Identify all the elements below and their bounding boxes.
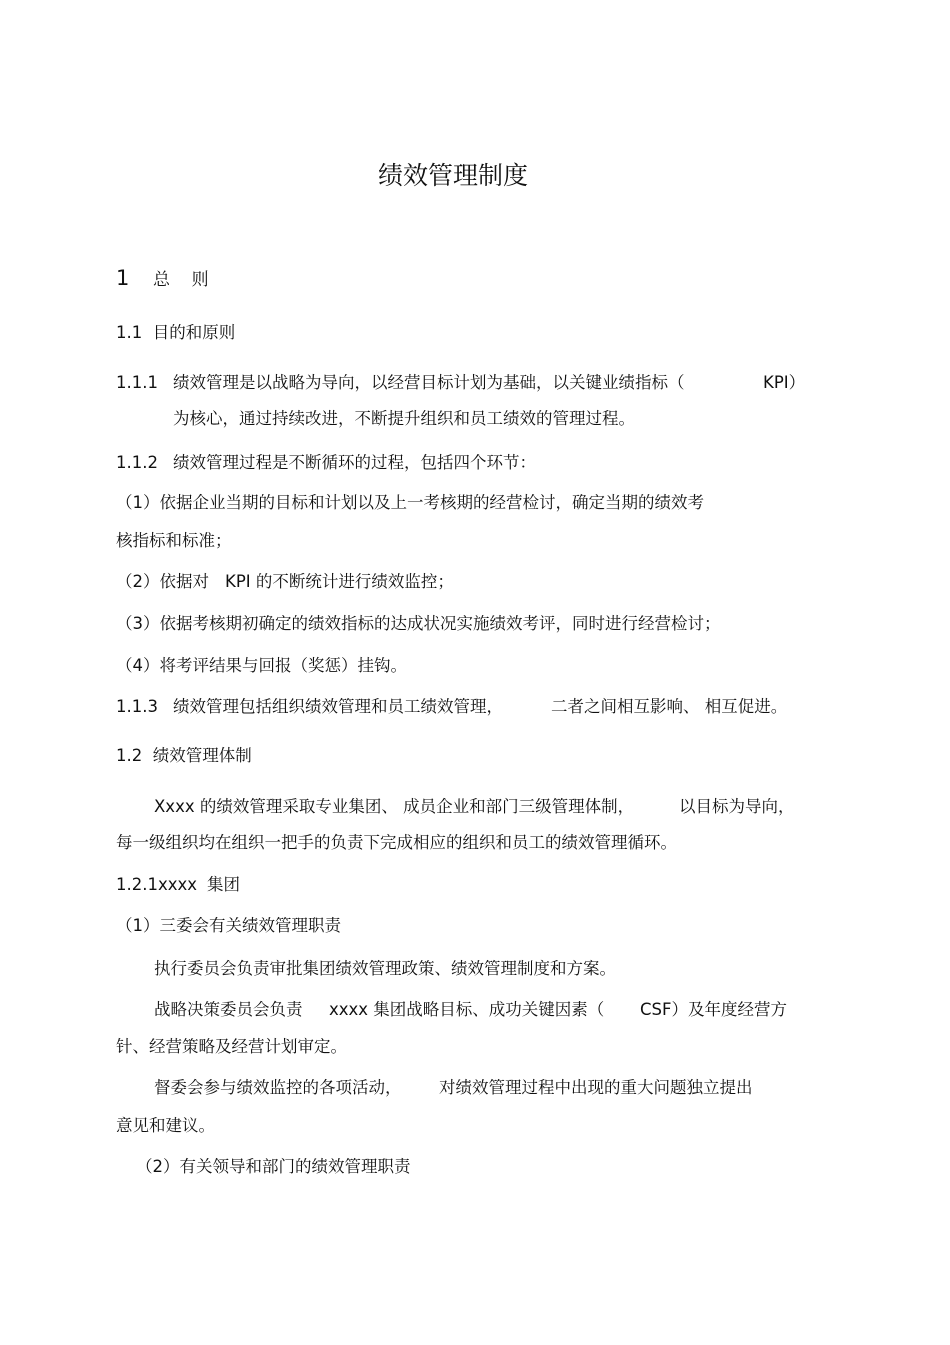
list-item-2-part1: （2）依据对 xyxy=(116,572,209,591)
clause-1-1-2-number: 1.1.2 xyxy=(116,453,158,472)
strategy-para-part1: 战略决策委员会负责 xyxy=(154,1000,303,1019)
para-1-2-line2: 每一级组织均在组织一把手的负责下完成相应的组织和员工的绩效管理循环。 xyxy=(116,833,677,852)
supervision-para-line2: 意见和建议。 xyxy=(116,1116,215,1135)
supervision-para-part2: 对绩效管理过程中出现的重大问题独立提出 xyxy=(439,1078,753,1097)
section-1-2-1-number: 1.2.1xxxx xyxy=(116,875,198,894)
para-1-2-part1: Xxxx 的绩效管理采取专业集团、 成员企业和部门三级管理体制， xyxy=(154,797,635,816)
list-item-4: （4）将考评结果与回报（奖惩）挂钩。 xyxy=(116,656,407,675)
section-1-title: 总 则 xyxy=(153,270,209,290)
clause-1-1-1-number: 1.1.1 xyxy=(116,373,158,392)
exec-committee-para: 执行委员会负责审批集团绩效管理政策、绩效管理制度和方案。 xyxy=(154,959,616,978)
clause-1-1-3-number: 1.1.3 xyxy=(116,697,158,716)
list-item-3: （3）依据考核期初确定的绩效指标的达成状况实施绩效考评，同时进行经营检讨； xyxy=(116,614,721,633)
clause-1-1-1-kpi: KPI） xyxy=(763,373,806,392)
supervision-para-part1: 督委会参与绩效监控的各项活动， xyxy=(154,1078,402,1097)
strategy-para-csf: CSF） xyxy=(640,1000,688,1019)
strategy-para-part2: xxxx 集团战略目标、成功关键因素（ xyxy=(329,1000,605,1019)
clause-1-1-1-line1: 绩效管理是以战略为导向，以经营目标计划为基础，以关键业绩指标（ xyxy=(173,373,685,392)
document-title: 绩效管理制度 xyxy=(377,161,528,190)
strategy-para-part3: 及年度经营方 xyxy=(688,1000,787,1019)
para-1-2-part2: 以目标为导向， xyxy=(679,797,795,816)
clause-1-1-3-part2: 二者之间相互影响、 相互促进。 xyxy=(551,697,788,716)
section-1-1-heading: 1.1 目的和原则 xyxy=(116,323,236,342)
clause-1-1-3-part1: 绩效管理包括组织绩效管理和员工绩效管理， xyxy=(173,697,503,716)
section-1-2-1-title: 集团 xyxy=(207,875,240,894)
list-item-1-line2: 核指标和标准； xyxy=(116,531,232,550)
list-item-committee-1: （1）三委会有关绩效管理职责 xyxy=(116,916,341,935)
section-1-2-heading: 1.2 绩效管理体制 xyxy=(116,746,252,765)
list-item-committee-2: （2）有关领导和部门的绩效管理职责 xyxy=(136,1157,411,1176)
strategy-para-line2: 针、经营策略及经营计划审定。 xyxy=(116,1037,347,1056)
clause-1-1-1-line2: 为核心，通过持续改进，不断提升组织和员工绩效的管理过程。 xyxy=(173,409,635,428)
section-1-number: 1 xyxy=(116,266,130,290)
list-item-2-part2: KPI 的不断统计进行绩效监控； xyxy=(225,572,454,591)
list-item-1-line1: （1）依据企业当期的目标和计划以及上一考核期的经营检讨，确定当期的绩效考 xyxy=(116,493,704,512)
clause-1-1-2-text: 绩效管理过程是不断循环的过程，包括四个环节： xyxy=(173,453,536,472)
